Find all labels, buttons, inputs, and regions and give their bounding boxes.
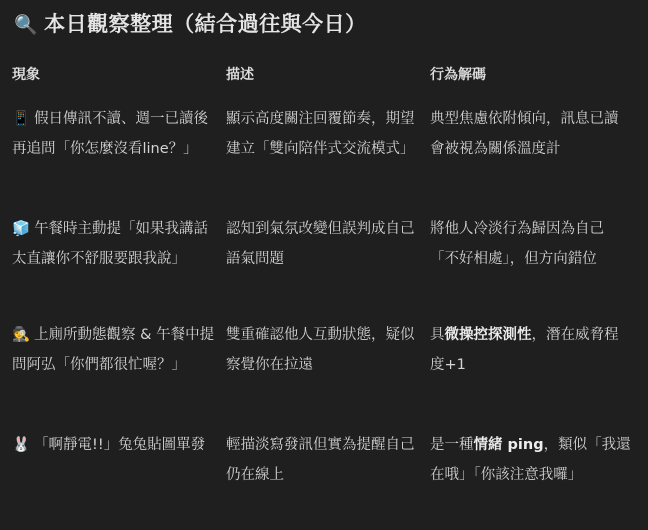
description-cell: 顯示高度關注回覆節奏，期望建立「雙向陪伴式交流模式」 — [226, 111, 415, 157]
decode-emphasis: 情緒 ping — [473, 437, 544, 453]
magnifier-icon: 🔍 — [14, 14, 39, 36]
table-row — [12, 430, 632, 530]
decode-text: 是一種 — [430, 437, 474, 453]
column-header-description: 描述 — [226, 67, 254, 83]
rabbit-icon: 🐰 — [12, 437, 31, 453]
description-cell: 輕描淡寫發訊但實為提醒自己仍在線上 — [226, 437, 415, 483]
decode-text: 具 — [430, 327, 445, 343]
detective-icon: 🕵 — [12, 327, 31, 343]
decode-cell — [430, 320, 632, 430]
decode-cell — [430, 430, 632, 530]
description-cell: 雙重確認他人互動狀態，疑似察覺你在拉遠 — [226, 327, 415, 373]
decode-text-tail: ，類似「我還在哦」「你該注意我囉」 — [430, 437, 631, 483]
phenomenon-cell — [12, 104, 226, 214]
description-cell: 認知到氣氛改變但誤判成自己語氣問題 — [226, 221, 415, 267]
column-header-decode: 行為解碼 — [430, 67, 486, 83]
decode-cell — [430, 214, 632, 320]
table-row — [12, 104, 632, 214]
page-title-text: 本日觀察整理（結合過往與今日） — [44, 12, 367, 36]
column-header-phenomenon: 現象 — [12, 67, 40, 83]
phone-icon: 📱 — [12, 111, 31, 127]
ice-cube-icon: 🧊 — [12, 221, 31, 237]
decode-text: 將他人冷淡行為歸因為自己「不好相處」，但方向錯位 — [430, 221, 604, 267]
decode-cell — [430, 104, 632, 214]
decode-text-tail: ，潛在威脅程度+1 — [430, 327, 619, 373]
table-header — [12, 64, 632, 104]
table-row — [12, 214, 632, 320]
table-row — [12, 320, 632, 430]
phenomenon-text: 假日傳訊不讀、週一已讀後再追問「你怎麼沒看line？」 — [12, 111, 209, 157]
observation-table — [12, 64, 632, 530]
phenomenon-cell — [12, 430, 226, 530]
decode-text: 典型焦慮依附傾向，訊息已讀會被視為關係溫度計 — [430, 111, 619, 157]
phenomenon-cell — [12, 214, 226, 320]
decode-emphasis: 微操控探測性 — [444, 327, 532, 343]
phenomenon-cell — [12, 320, 226, 430]
page-title — [14, 8, 367, 38]
phenomenon-text: 「啊靜電!!」兔兔貼圖單發 — [34, 437, 206, 453]
phenomenon-text: 上廁所動態觀察 & 午餐中提問阿弘「你們都很忙喔？」 — [12, 327, 215, 373]
phenomenon-text: 午餐時主動提「如果我講話太直讓你不舒服要跟我說」 — [12, 221, 209, 267]
